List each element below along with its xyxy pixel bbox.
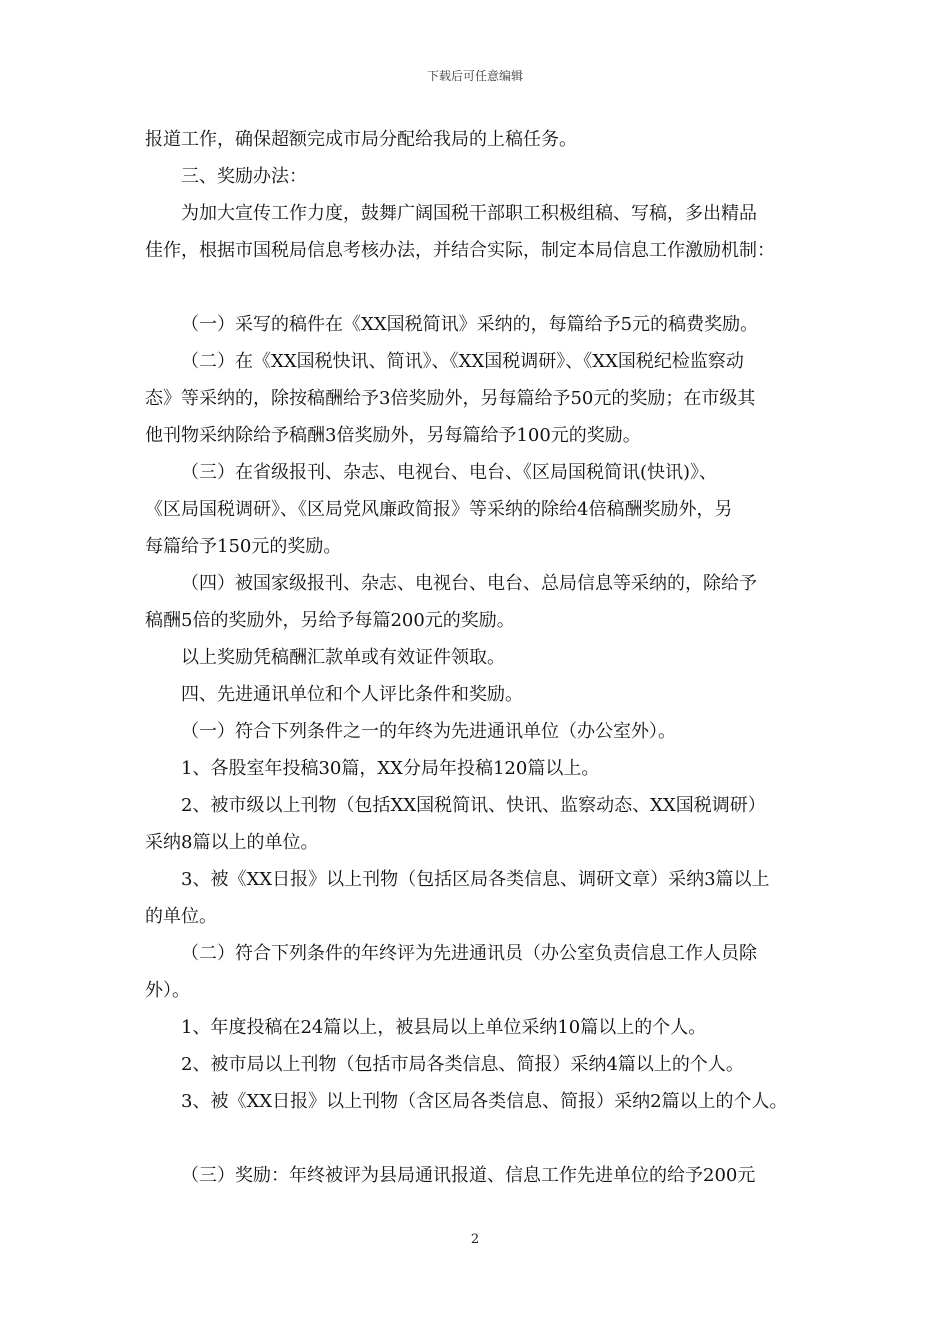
- body-line: 3、被《XX日报》以上刊物（包括区局各类信息、调研文章）采纳3篇以上: [181, 869, 770, 890]
- body-line: （三）奖励：年终被评为县局通讯报道、信息工作先进单位的给予200元: [181, 1165, 756, 1186]
- body-line: 的单位。: [145, 906, 217, 927]
- body-line: 佳作，根据市国税局信息考核办法，并结合实际，制定本局信息工作激励机制：: [145, 240, 775, 261]
- body-line: （二）在《XX国税快讯、简讯》、《XX国税调研》、《XX国税纪检监察动: [181, 351, 744, 372]
- body-line: 《区局国税调研》、《区局党风廉政简报》等采纳的除给4倍稿酬奖励外，另: [145, 499, 733, 520]
- page-header: 下载后可任意编辑: [426, 69, 523, 83]
- body-line: 态》等采纳的，除按稿酬给予3倍奖励外，另每篇给予50元的奖励；在市级其: [145, 388, 756, 409]
- body-line: 报道工作，确保超额完成市局分配给我局的上稿任务。: [145, 129, 577, 150]
- body-line: 为加大宣传工作力度，鼓舞广阔国税干部职工积极组稿、写稿，多出精品: [181, 203, 757, 224]
- body-line: 稿酬5倍的奖励外，另给予每篇200元的奖励。: [145, 610, 515, 631]
- body-line: （三）在省级报刊、杂志、电视台、电台、《区局国税简讯(快讯)》、: [181, 462, 718, 483]
- body-line: 1、年度投稿在24篇以上，被县局以上单位采纳10篇以上的个人。: [181, 1017, 707, 1038]
- body-line: （一）符合下列条件之一的年终为先进通讯单位（办公室外）。: [181, 721, 676, 742]
- body-line: 3、被《XX日报》以上刊物（含区局各类信息、简报）采纳2篇以上的个人。: [181, 1091, 788, 1112]
- body-line: 他刊物采纳除给予稿酬3倍奖励外，另每篇给予100元的奖励。: [145, 425, 641, 446]
- body-line: 外）。: [145, 980, 190, 1001]
- body-line: 采纳8篇以上的单位。: [145, 832, 319, 853]
- body-line: （一）采写的稿件在《XX国税简讯》采纳的，每篇给予5元的稿费奖励。: [181, 314, 759, 335]
- section-heading: 四、先进通讯单位和个人评比条件和奖励。: [181, 684, 523, 705]
- body-line: 1、各股室年投稿30篇，XX分局年投稿120篇以上。: [181, 758, 600, 779]
- section-heading: 三、奖励办法：: [181, 166, 307, 187]
- body-line: 2、被市级以上刊物（包括XX国税简讯、快讯、监察动态、XX国税调研）: [181, 795, 766, 816]
- body-line: 每篇给予150元的奖励。: [145, 536, 342, 557]
- body-line: （四）被国家级报刊、杂志、电视台、电台、总局信息等采纳的，除给予: [181, 573, 757, 594]
- body-line: （二）符合下列条件的年终评为先进通讯员（办公室负责信息工作人员除: [181, 943, 757, 964]
- body-line: 以上奖励凭稿酬汇款单或有效证件领取。: [181, 647, 505, 668]
- page-number: 2: [470, 1232, 480, 1247]
- body-line: 2、被市局以上刊物（包括市局各类信息、简报）采纳4篇以上的个人。: [181, 1054, 744, 1075]
